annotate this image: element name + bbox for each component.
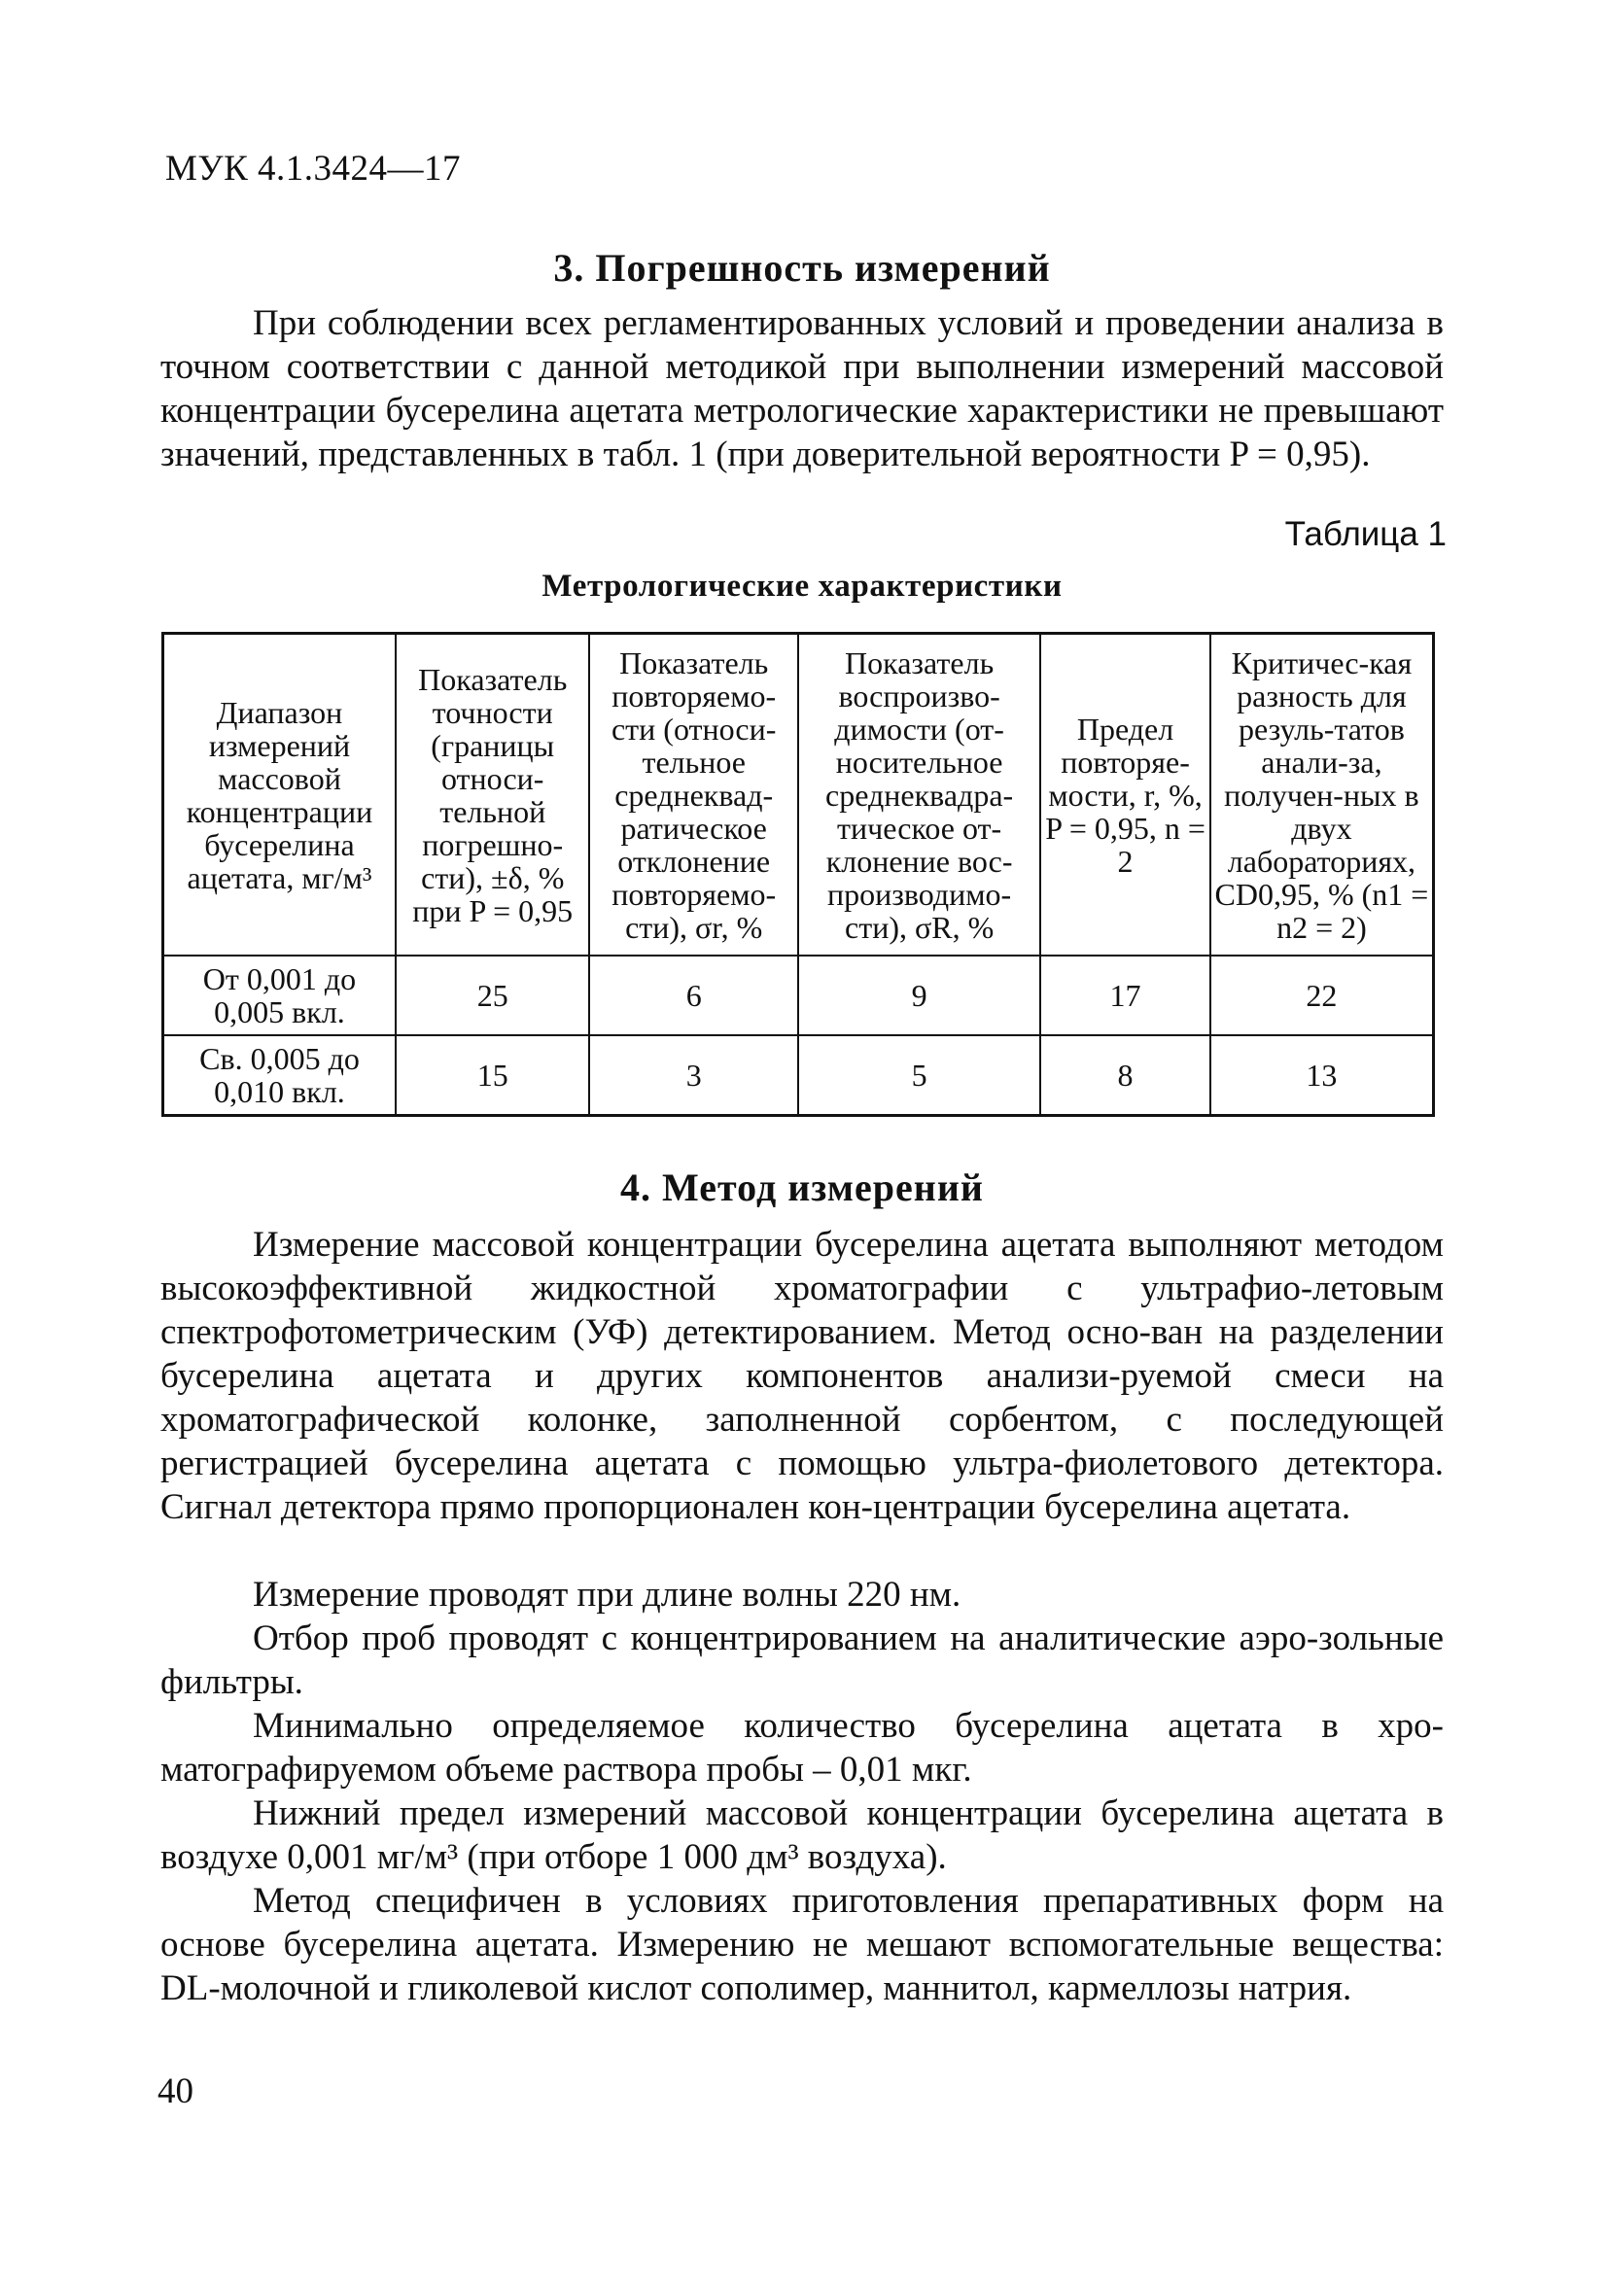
section-3-title: 3. Погрешность измерений [553,246,1051,290]
cell-reproducibility: 9 [798,956,1040,1035]
cell-accuracy: 15 [396,1035,589,1116]
cell-accuracy: 25 [396,956,589,1035]
header-reproducibility: Показатель воспроизво-димости (от-носительное среднеквадра-тическое от-клонение вос-производимо-сти), σR, % [798,634,1040,957]
table-row [163,956,1434,1035]
table-header-row [163,634,1434,957]
section-4-paragraph-specificity: Метод специфичен в условиях приготовления препаративных форм на основе бусерелина ацетата. Измерению не мешают вспомогательные вещества: DL-молочной и гликолевой кислот сополимер, маннитол, кармеллозы натрия. [160,1881,1444,2008]
cell-critical-difference: 22 [1210,956,1434,1035]
table-number-label: Таблица 1 [1284,515,1447,553]
cell-reproducibility: 5 [798,1035,1040,1116]
section-4-paragraph-lower-limit: Нижний предел измерений массовой концентрации бусерелина ацетата в воздухе 0,001 мг/м³ (при отборе 1 000 дм³ воздуха). [160,1793,1444,1877]
header-repeatability: Показатель повторяемо-сти (относи-тельное среднеквад-ратическое отклонение повторяемо-сти), σr, % [589,634,797,957]
header-range: Диапазон измерений массовой концентрации бусерелина ацетата, мг/м³ [163,634,396,957]
page-number: 40 [157,2071,193,2111]
cell-repeatability: 3 [589,1035,797,1116]
cell-repeatability-limit: 8 [1040,1035,1210,1116]
table-title: Метрологические характеристики [541,569,1063,604]
cell-critical-difference: 13 [1210,1035,1434,1116]
header-accuracy: Показатель точности (границы относи-тельной погрешно-сти), ±δ, % при P = 0,95 [396,634,589,957]
cell-repeatability-limit: 17 [1040,956,1210,1035]
section-4-paragraph-wavelength: Измерение проводят при длине волны 220 нм. [253,1575,961,1615]
section-3-paragraph: При соблюдении всех регламентированных условий и проведении анализа в точном соответствии с данной методикой при выполнении измерений массовой концентрации бусерелина ацетата метрологические характеристики не превышают значений, представленных в табл. 1 (при доверительной вероятности P = 0,95). [160,303,1444,474]
table-row [163,1035,1434,1116]
cell-range: От 0,001 до 0,005 вкл. [163,956,396,1035]
header-critical-difference: Критичес-кая разность для резуль-татов анали-за, получен-ных в двух лабораториях, CD0,95, % (n1 = n2 = 2) [1210,634,1434,957]
metrological-characteristics-table [161,632,1435,1117]
document-code-header: МУК 4.1.3424—17 [165,149,462,189]
cell-range: Св. 0,005 до 0,010 вкл. [163,1035,396,1116]
section-4-title: 4. Метод измерений [620,1165,984,1209]
cell-repeatability: 6 [589,956,797,1035]
section-4-paragraph-sampling: Отбор проб проводят с концентрированием на аналитические аэро-зольные фильтры. [160,1618,1444,1702]
section-4-paragraph-min-quantity: Минимально определяемое количество бусерелина ацетата в хро-матографируемом объеме раствора пробы – 0,01 мкг. [160,1706,1444,1790]
header-repeatability-limit: Предел повторяе-мости, r, %, P = 0,95, n = 2 [1040,634,1210,957]
section-4-paragraph-method: Измерение массовой концентрации бусерелина ацетата выполняют методом высокоэффективной жидкостной хроматографии с ультрафио-летовым спектрофотометрическим (УФ) детектированием. Метод осно-ван на разделении бусерелина ацетата и других компонентов анализи-руемой смеси на хроматографической колонке, заполненной сорбентом, с последующей регистрацией бусерелина ацетата с помощью ультра-фиолетового детектора. Сигнал детектора прямо пропорционален кон-центрации бусерелина ацетата. [160,1225,1444,1527]
